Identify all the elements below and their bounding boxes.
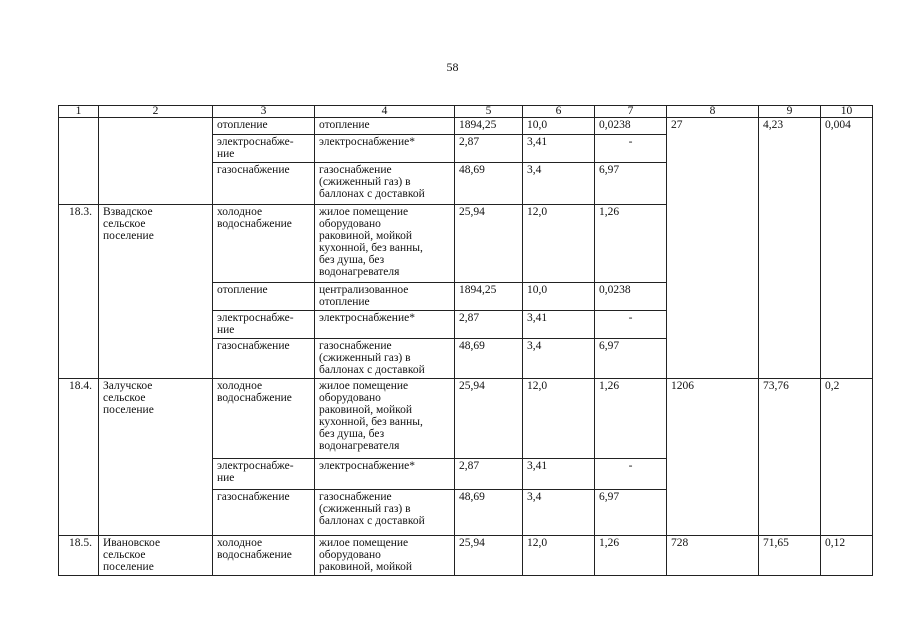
service-description: газоснабжение (сжиженный газ) в баллонах с доставкой (315, 490, 455, 536)
cell-col5: 1894,25 (455, 118, 523, 135)
cell-col6: 12,0 (523, 379, 595, 459)
col-header-1: 1 (59, 106, 99, 118)
cell-col8: 728 (667, 536, 759, 576)
header-row (59, 106, 873, 118)
settlement-name: Залучское сельское поселение (99, 379, 213, 536)
cell-col6: 12,0 (523, 536, 595, 576)
service-name: холодное водоснабжение (213, 536, 315, 576)
cell-col5: 25,94 (455, 379, 523, 459)
cell-col7: 6,97 (595, 339, 667, 379)
service-name: отопление (213, 118, 315, 135)
cell-col8: 27 (667, 118, 759, 379)
cell-col5: 48,69 (455, 163, 523, 205)
col-header-6: 6 (523, 106, 595, 118)
service-description: газоснабжение (сжиженный газ) в баллонах с доставкой (315, 339, 455, 379)
service-description: электроснабжение* (315, 135, 455, 163)
table-row (59, 536, 873, 576)
cell-col6: 3,4 (523, 163, 595, 205)
service-description: электроснабжение* (315, 311, 455, 339)
cell-col7: - (595, 459, 667, 490)
service-name: отопление (213, 283, 315, 311)
service-description: электроснабжение* (315, 459, 455, 490)
cell-col6: 10,0 (523, 118, 595, 135)
cell-col5: 48,69 (455, 339, 523, 379)
service-description: жилое помещение оборудовано раковиной, мойкой кухонной, без ванны, без душа, без водонагревателя (315, 379, 455, 459)
col-header-2: 2 (99, 106, 213, 118)
cell-col9: 4,23 (759, 118, 821, 379)
cell-col6: 3,41 (523, 459, 595, 490)
settlement-number: 18.3. (59, 205, 99, 379)
cell-col7: 0,0238 (595, 118, 667, 135)
settlement-number: 18.5. (59, 536, 99, 576)
service-description: централизованное отопление (315, 283, 455, 311)
table-row (59, 118, 873, 135)
service-description: отопление (315, 118, 455, 135)
service-name: электроснабже- ние (213, 135, 315, 163)
cell-col5: 25,94 (455, 536, 523, 576)
service-name: холодное водоснабжение (213, 379, 315, 459)
cell-col5: 2,87 (455, 311, 523, 339)
cell-col5: 1894,25 (455, 283, 523, 311)
settlement-number: 18.4. (59, 379, 99, 536)
col-header-4: 4 (315, 106, 455, 118)
service-description: газоснабжение (сжиженный газ) в баллонах с доставкой (315, 163, 455, 205)
cell-col7: - (595, 135, 667, 163)
cell-col8: 1206 (667, 379, 759, 536)
cell-col6: 3,4 (523, 339, 595, 379)
service-name: газоснабжение (213, 163, 315, 205)
cell-col7: 6,97 (595, 490, 667, 536)
col-header-8: 8 (667, 106, 759, 118)
cell-col6: 3,41 (523, 135, 595, 163)
service-name: электроснабже- ние (213, 311, 315, 339)
cell-col7: 6,97 (595, 163, 667, 205)
page-number: 58 (446, 60, 459, 74)
cell-col9: 73,76 (759, 379, 821, 536)
service-name: газоснабжение (213, 490, 315, 536)
col-header-7: 7 (595, 106, 667, 118)
cell-col9: 71,65 (759, 536, 821, 576)
service-name: электроснабже- ние (213, 459, 315, 490)
settlement-name: Ивановское сельское поселение (99, 536, 213, 576)
cell-col6: 3,4 (523, 490, 595, 536)
settlement-name: Взвадское сельское поселение (99, 205, 213, 379)
cell-col7: - (595, 311, 667, 339)
service-name: холодное водоснабжение (213, 205, 315, 283)
col-header-9: 9 (759, 106, 821, 118)
cell-col5: 2,87 (455, 459, 523, 490)
col-header-10: 10 (821, 106, 873, 118)
service-description: жилое помещение оборудовано раковиной, мойкой (315, 536, 455, 576)
table-row (59, 379, 873, 459)
cell-col7: 1,26 (595, 379, 667, 459)
service-description: жилое помещение оборудовано раковиной, мойкой кухонной, без ванны, без душа, без водонагревателя (315, 205, 455, 283)
cell-col6: 3,41 (523, 311, 595, 339)
cell-col5: 48,69 (455, 490, 523, 536)
cell-col7: 1,26 (595, 536, 667, 576)
cell-col6: 10,0 (523, 283, 595, 311)
settlement-name (99, 118, 213, 205)
service-name: газоснабжение (213, 339, 315, 379)
tariff-table (58, 105, 873, 576)
settlement-number (59, 118, 99, 205)
cell-col7: 0,0238 (595, 283, 667, 311)
cell-col10: 0,12 (821, 536, 873, 576)
col-header-5: 5 (455, 106, 523, 118)
col-header-3: 3 (213, 106, 315, 118)
cell-col5: 25,94 (455, 205, 523, 283)
cell-col10: 0,004 (821, 118, 873, 379)
cell-col6: 12,0 (523, 205, 595, 283)
cell-col10: 0,2 (821, 379, 873, 536)
cell-col5: 2,87 (455, 135, 523, 163)
cell-col7: 1,26 (595, 205, 667, 283)
